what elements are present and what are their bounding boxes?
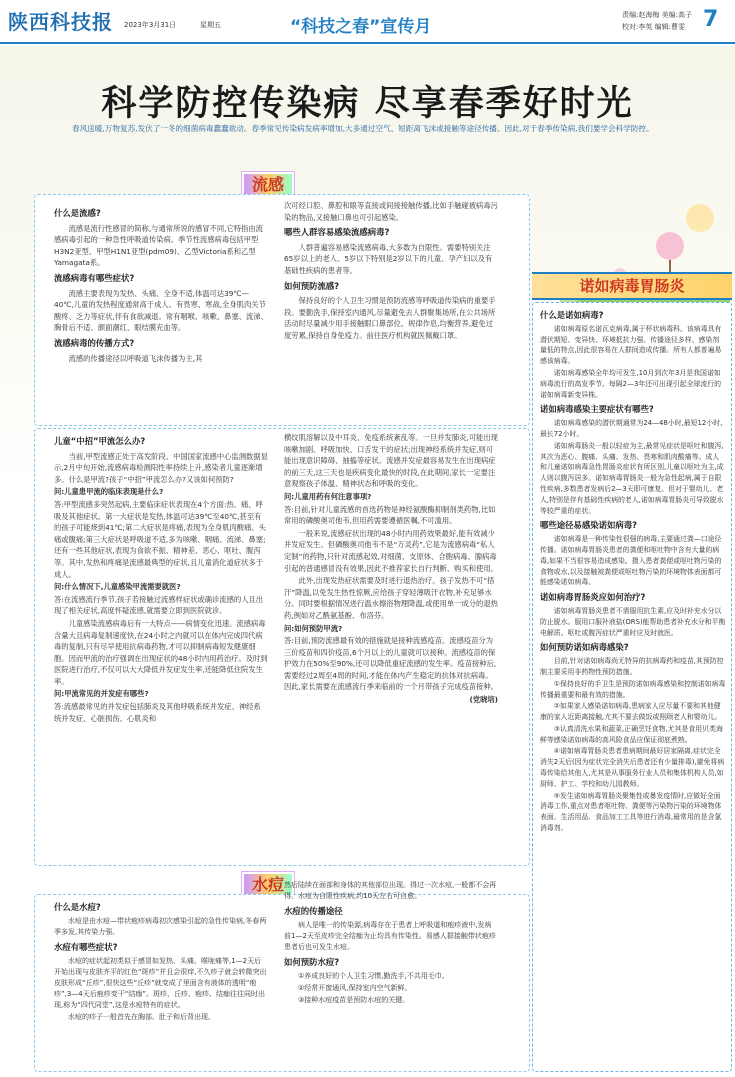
noro-paragraph: 诺如病毒是一种传染性很强的病毒,主要通过粪—口途径传播。诺如病毒胃肠炎患者的粪便和呕吐物中含有大量的病毒,如果不当很容易造成感染。摄入患者粪便或呕吐物污染的食物或水,以及接触被粪便或呕吐物污染的环境物体表面都可能感染诺如病毒。 (540, 535, 722, 587)
noro-paragraph: ①保持良好的手卫生是预防诺如病毒感染和控制诺如病毒传播最重要和最有效的措施。 (540, 679, 726, 699)
chickenpox-column-right (284, 880, 498, 1007)
issue-weekday: 星期五 (200, 21, 221, 29)
flu-paragraph: 流感主要表现为发热、头痛、全身不适,体温可达39℃—40℃,儿童的发热程度通常高于成人。有畏寒、寒战,全身肌肉关节酸疼、乏力等症状,伴有食欲减退。常有咽喉、咳嗽、鼻塞、流涕、胸骨后不适、颜面潮红、眼结膜充血等。 (54, 288, 268, 333)
pox-paragraph: 水痘的疹子一般首先在胸部、肚子和后背出现, (68, 1013, 211, 1021)
proof-line: 校对:李英 编辑:曹雯 (622, 23, 685, 31)
noro-paragraph: 目前,针对诺如病毒尚无特异的抗病毒药和疫苗,其预防控制主要采用非药物性预防措施。 (540, 657, 724, 676)
lead-paragraph: 春风送暖,万物复苏,发伏了一冬的细菌病毒蠢蠢欲动。春季常见传染病发病率增加,大多通过空气、短距离飞沫或接触等途径传播。因此,对于春季传染病,我们要学会科学防控。 (72, 124, 654, 133)
pox-heading-what: 什么是水痘? (54, 902, 101, 912)
noro-heading-prevent: 如何预防诺如病毒感染? (540, 642, 629, 653)
kids-paragraph: 横纹肌溶解以及中耳炎、免疫系统紊乱等。一旦并发肺炎,可能出现咳嗽加剧、呼吸加快、口舌发干的症状;出现神经系统并发症,则可能出现意识障碍、抽搐等症状。流感并发症最容易发生在出现病症的前三天,这三天也是疾病变化最快的时段,在此期间,家长一定要注意观察孩子体温、精神状态和呼吸的变化。 (284, 433, 498, 489)
norovirus-section-tag: 诺如病毒胃肠炎 (532, 272, 732, 300)
noro-heading-treatment: 诺如病毒胃肠炎应如何治疗? (540, 592, 646, 603)
kids-column-right (284, 432, 498, 707)
blossom-tree-icon (656, 232, 684, 260)
flu-heading-transmission: 流感病毒的传播方式? (54, 337, 135, 348)
section-title: “科技之春”宣传月 (290, 17, 432, 37)
noro-heading-what: 什么是诺如病毒? (540, 310, 604, 320)
flu-heading-risk: 哪些人群容易感染流感病毒? (284, 227, 390, 238)
noro-paragraph: ④诺如病毒胃肠炎患者患病期间最好居家隔离,症状完全消失2天后(因为症状完全消失后患者还有少量排毒),避免将病毒传染给其他人,尤其是从事服务行业人员和集体机构人员,如厨师、护工、学校和幼儿园教师。 (540, 747, 725, 788)
noro-heading-symptoms: 诺如病毒感染主要症状有哪些? (540, 404, 654, 415)
kids-question: 问:如何预防甲流? (284, 623, 343, 633)
kids-answer: 答:流感最常见的并发症包括肺炎及其他呼吸系统并发症、神经系统并发症、心脏损伤、心肌炎和 (54, 702, 261, 723)
kids-question: 问:儿童患甲流的临床表现是什么? (54, 487, 164, 497)
flu-paragraph: 人群普遍容易感染流感病毒,大多数为自限性。需要特别关注65岁以上的老人、5岁以下特别是2岁以下的儿童、孕产妇以及有基础性疾病的患者等。 (284, 242, 493, 275)
noro-paragraph: 诺如病毒感染全年均可发生,10月到次年3月是我国诺如病毒流行的高发季节。每隔2—3年还可出现引起全球流行的诺如病毒新变异株。 (540, 368, 722, 399)
kids-paragraph: 儿童感染流感病毒后有一大特点——病情变化迅速。流感病毒含量大且病毒复制速度快,在24小时之内就可以在体内完成四代病毒的复制,只有尽早使用抗病毒药物,才可以抑制病毒短发健康细胞。因而甲流的治疗强调在出现症状的48小时内用药治疗。及时到医院进行治疗,不仅可以大大降低并发症发生率,还能降低住院发生率。 (54, 618, 268, 686)
pox-paragraph: ③接种水痘疫苗是预防水痘的关键。 (298, 996, 410, 1004)
chickenpox-section-tag: 水痘 (242, 872, 294, 898)
issue-date: 2023年3月31日 (124, 21, 177, 29)
pox-paragraph: ②经常开窗通风,保持室内空气新鲜。 (298, 984, 412, 992)
noro-paragraph: 诺如病毒原名诺瓦克病毒,属于杯状病毒科。该病毒具有潜伏期短、变异快、环境抵抗力强、传播途径多样、感染剂量低的特点,因此很容易在人群间造成传播。所有人都普遍易感该病毒。 (540, 324, 722, 366)
newspaper-logo: 陕西科技报 (8, 10, 113, 34)
flu-heading-symptoms: 流感病毒有哪些症状? (54, 272, 135, 283)
norovirus-column (540, 306, 726, 835)
kids-question: 问:什么情况下,儿童感染甲流需要就医? (54, 582, 181, 592)
noro-paragraph: 诺如病毒胃肠炎患者不需服用抗生素,应及时补充水分以防止脱水。服用口服补液盐(ORS)能帮助患者补充水分和平衡电解质。呕吐或腹泻症状严重时应及时就医。 (540, 606, 726, 637)
kids-answer: 答:在流感流行季节,孩子若接触过流感样症状或确诊流感的人且出现了相关症状,高度怀疑流感,就需要立即到医院就诊。 (54, 594, 264, 616)
editor-line: 责编:赵海梅 美编:高子 (622, 11, 692, 19)
flu-paragraph: 流感的传播途径以呼吸道飞沫传播为主,其 (68, 353, 203, 363)
noro-paragraph: ③认真清洗水果和蔬菜,正确烹饪食物,尤其是食用贝类海鲜等感染诺如病毒的高风险食品应保证彻底煮熟。 (540, 724, 723, 744)
flu-paragraph: 次可经口腔、鼻腔和眼等直接或间接接触传播,比如手触碰被病毒污染的物品,又接触口鼻也可引起感染。 (284, 201, 498, 222)
flu-column-right (284, 200, 498, 343)
headline: 科学防控传染病 尽享春季好时光 (101, 83, 634, 124)
pox-heading-transmission: 水痘的传播途径 (284, 906, 343, 916)
pox-heading-symptoms: 水痘有哪些症状? (54, 942, 118, 952)
chickenpox-column-left (54, 898, 268, 1024)
noro-paragraph: ②如果家人感染诺如病毒,患病家人应尽量不要和其他健康的家人近距离接触,尤其不要去做饭或照顾老人和婴幼儿。 (540, 702, 722, 722)
pox-paragraph: 水痘的症状起初类似于感冒如发热、头痛、喉咙痛等,1—2天后开始出现与皮肤齐平的红色“斑疹”并且会很痒,不久疹子就会转微突出皮肤形成“丘疹”,很快这些“丘疹”就变成了里面含有液体的透明“疱疹”,3—4天后疱疹变干“结痂”。斑疹、丘疹、疱疹、结痂往往同时出现,称为“四代同堂”,这是水痘特有的症状。 (54, 957, 267, 1009)
flu-section-tag: 流感 (242, 172, 294, 198)
sun-icon (686, 204, 714, 232)
noro-heading-routes: 哪些途径易感染诺如病毒? (540, 520, 637, 531)
noro-paragraph: ⑤发生诺如病毒胃肠炎聚集性或暴发疫情时,应做好全面消毒工作,重点对患者呕吐物、粪便等污染物污染的环境物体表面、生活用品、食品加工工具等进行消毒,最常用的是含氯消毒剂。 (540, 791, 722, 833)
masthead (0, 0, 735, 44)
kids-paragraph: 此外,出现发热症状需要及时进行退热治疗。孩子发热不可“捂汗”降温,以免发生热性惊厥,应给孩子穿轻薄吸汗衣物,补充足够水分。同时要根据情况进行温水擦浴物理降温,或使用单一成分的退热药,例如对乙酰氨基酚、布洛芬。 (284, 576, 498, 620)
kids-heading: 儿童“中招”甲流怎么办? (54, 436, 146, 446)
pox-paragraph: ①养成良好的个人卫生习惯,勤洗手,不共用毛巾。 (298, 972, 449, 980)
noro-paragraph: 诺如病毒感染的潜伏期通常为24—48小时,最短12小时,最长72小时。 (540, 419, 723, 438)
editor-credits (622, 9, 692, 33)
flu-column-left (54, 204, 268, 365)
kids-answer: 答:目前,针对儿童流感的首选药物是神经氨酸酶抑制剂类药物,比如常用的磷酸奥司他韦,但用药需要遵循医嘱,不可滥用。 (284, 504, 496, 526)
pox-paragraph: 水痘是由水痘—带状疱疹病毒初次感染引起的急性传染病,冬春两季多发,其传染力强。 (54, 917, 267, 936)
pox-paragraph: 然后陆续在面部和身体的其他部位出现。得过一次水痘,一般都不会再得。水痘为自限性疾病,约10天左右可自愈。 (284, 881, 497, 900)
page-number: 7 (703, 7, 719, 32)
flu-paragraph: 流感是流行性感冒的简称,与通常所说的感冒不同,它特指由流感病毒引起的一种急性呼吸道传染病。季节性流感病毒包括甲型H3N2亚型、甲型H1N1亚型(pdm09)、乙型Victoria系和乙型Yamagata系。 (54, 223, 263, 268)
flu-paragraph: 保持良好的个人卫生习惯是预防流感等呼吸道传染病的重要手段。要勤洗手,保持室内通风,尽量避免去人群聚集场所,在公共场所活动时尽量减少用手接触眼口鼻部位。规律作息,均衡营养,避免过度劳累,保持自身免疫力。前往医疗机构就医佩戴口罩。 (284, 296, 496, 340)
pox-heading-prevent: 如何预防水痘? (284, 957, 340, 967)
kids-paragraph: 一般来说,流感症状出现的48小时内用药效果最好,能有效减少并发症发生。但磷酸奥司他韦不是“万灵药”,它是为流感病毒“私人定制”的药物,只针对流感起效,对细菌、支原体、合胞病毒、腺病毒引起的普通感冒没有效果,因此不推荐家长自行判断、购买和使用。 (284, 528, 498, 573)
kids-answer: 答:甲型流感多突然起病,主要临床症状表现在4个方面:热、痛、呼吸及其他症状。第一大症状是发热,体温可达39℃至40℃,甚至有的孩子可能烧到41℃;第二大症状是疼痛,表现为全身肌肉酸痛、头痛或腹痛;第三大症状是呼吸道不适,多为咳嗽、咽痛、流涕、鼻塞;还有一些其他症状,表现为食欲不振、精神差、恶心、呕吐、腹泻等。其中,发热和疼痛是流感最典型的症状,且儿童消化道症状多于成人。 (54, 499, 266, 579)
pox-paragraph: 病人是唯一的传染源,病毒存在于患者上呼吸道和疱疹液中,发病前1—2天至皮疹完全结痂为止均具有传染性。易感人群接触带状疱疹患者后也可发生水痘。 (284, 921, 496, 951)
kids-paragraph: 当前,甲型流感正处于高发阶段。中国国家流感中心监测数据显示,2月中旬开始,流感病毒检测阳性率持续上升,感染者儿童逐渐增多。什么是甲流?孩子“中招”甲流怎么办?又该如何预防? (54, 451, 268, 484)
article-author: (党晓培) (469, 695, 498, 705)
flu-heading-what: 什么是流感? (54, 208, 101, 218)
flu-heading-prevent: 如何预防流感? (284, 280, 340, 291)
kids-question: 问:儿童用药有何注意事项? (284, 491, 372, 501)
kids-question: 问:甲流常见的并发症有哪些? (54, 689, 149, 699)
noro-paragraph: 诺如病毒肠炎一般以轻症为主,最常见症状是呕吐和腹泻,其次为恶心、腹痛、头痛、发热、畏寒和肌肉酸痛等。成人和儿童诺如病毒急性胃肠炎症状有所区别,儿童以呕吐为主,成人则以腹泻居多。诺如病毒胃肠炎一般为急性起病,属于自限性疾病,多数患者发病后2—3天即可康复。但对于婴幼儿、老人,特别是伴有基础性疾病的老人,诺如病毒胃肠炎可导致脱水等较严重的症状。 (540, 441, 724, 515)
kids-answer: 答:目前,预防流感最有效的措施就是接种流感疫苗。流感疫苗分为三价疫苗和四价疫苗,6个月以上的儿童就可以接种。流感疫苗的保护效力在50%至90%,还可以降低重症流感的发生率。疫苗接种后,需要经过2周至4周的时间,才能在体内产生稳定的抗体对抗病毒。因此,家长需要在流感流行季来临前的一个月带孩子完成疫苗接种。 (284, 636, 498, 692)
kids-column-left (54, 432, 268, 725)
